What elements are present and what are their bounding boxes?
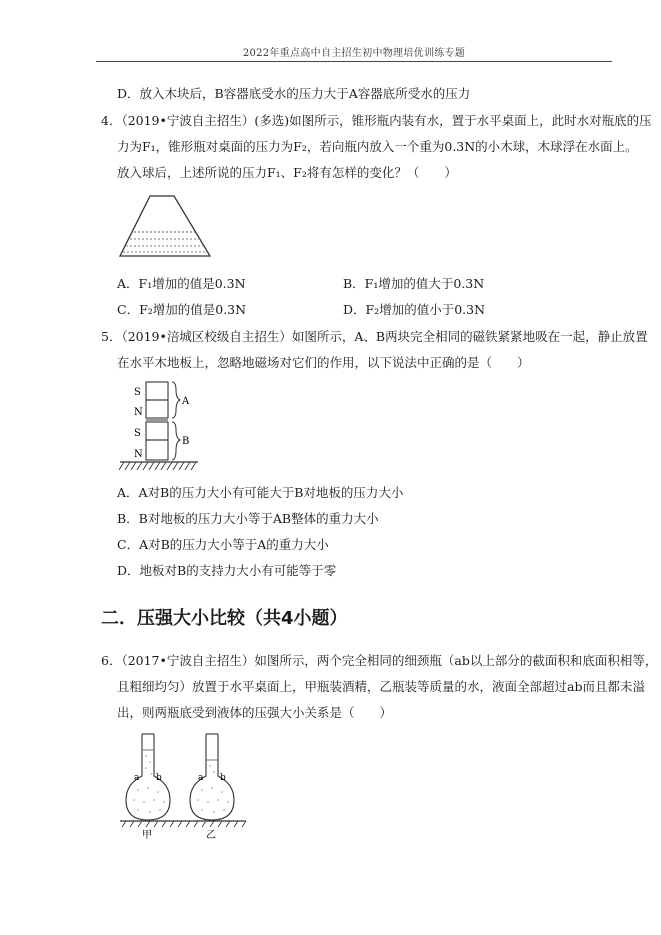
q4-stem-line1: 4．（2019•宁波自主招生）(多选)如图所示，锥形瓶内装有水，置于水平桌面上，此时水对瓶底的压 [101,113,652,128]
mark-a-right: a [198,773,204,783]
header-divider [96,61,612,62]
mark-a-left: a [134,773,140,783]
q4-option-d: D．F₂增加的值小于0.3N [343,302,486,317]
mark-b-left: b [156,773,162,783]
q6-stem-line3: 出，则两瓶底受到液体的压强大小关系是（ ） [117,705,393,720]
q3-option-d: D．放入木块后，B容器底受水的压力大于A容器底所受水的压力 [117,86,471,101]
q5-stem-line2: 在水平木地板上，忽略地磁场对它们的作用，以下说法中正确的是（ ） [117,355,530,370]
flasks-figure [118,730,250,842]
q5-option-a: A．A对B的压力大小有可能大于B对地板的压力大小 [117,485,404,500]
q4-stem-line3: 放入球后，上述所说的压力F₁、F₂将有怎样的变化？（ ） [117,165,457,180]
section-title: 二．压强大小比较（共4小题） [101,608,348,629]
q6-stem-line1: 6．（2017•宁波自主招生）如图所示，两个完全相同的细颈瓶（ab以上部分的截面积和底面积相等， [101,653,658,668]
q6-stem-line2: 且粗细均匀）放置于水平桌面上，甲瓶装酒精，乙瓶装等质量的水，液面全部超过ab而且都未溢 [117,679,645,694]
label-jia: 甲 [142,830,152,841]
q4-option-a: A．F₁增加的值是0.3N [117,276,246,291]
q4-option-b: B．F₁增加的值大于0.3N [343,276,485,291]
pole-label-n-upper: N [134,407,143,418]
q4-option-c: C．F₂增加的值是0.3N [117,302,247,317]
magnet-label-b: B [182,436,190,447]
magnet-label-a: A [182,396,190,407]
q5-option-c: C．A对B的压力大小等于A的重力大小 [117,537,329,552]
conical-flask-figure [114,192,218,262]
q5-stem-line1: 5．（2019•涪城区校级自主招生）如图所示，A、B两块完全相同的磁铁紧紧地吸在一起，静止放置 [101,329,648,344]
q5-option-b: B．B对地板的压力大小等于AB整体的重力大小 [117,511,379,526]
pole-label-s-top: S [134,387,141,398]
label-yi: 乙 [206,830,216,841]
page-header: 2022年重点高中自主招生初中物理培优训练专题 [242,48,466,59]
mark-b-right: b [220,773,226,783]
q4-stem-line2: 力为F₁，锥形瓶对桌面的压力为F₂，若向瓶内放入一个重为0.3N的小木球，木球浮在水面上。 [117,139,638,154]
pole-label-n-bottom: N [134,449,143,460]
q5-option-d: D．地板对B的支持力大小有可能等于零 [117,563,337,578]
pole-label-s-lower: S [134,428,141,439]
magnets-figure [118,378,208,474]
